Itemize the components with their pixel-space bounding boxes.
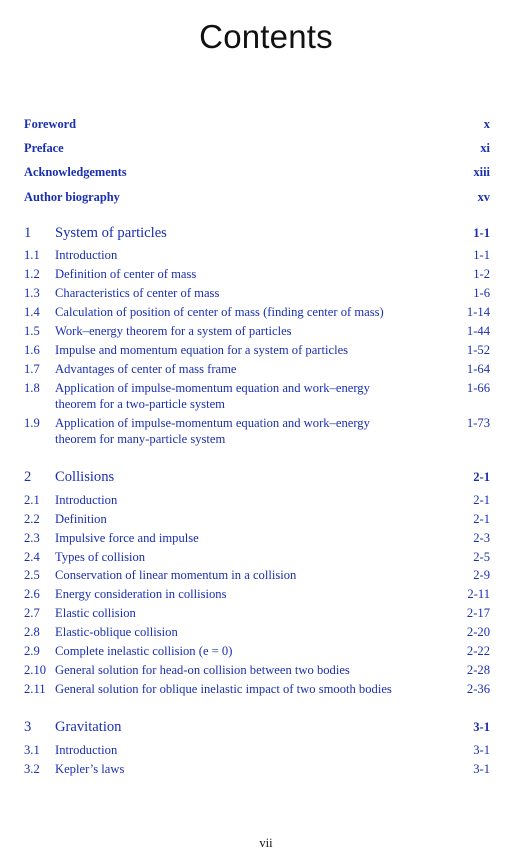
chapter-title[interactable]: System of particles — [55, 225, 167, 241]
section-number: 1.2 — [24, 267, 40, 281]
section-number: 1.6 — [24, 343, 40, 357]
section-number: 2.2 — [24, 512, 40, 526]
section-page[interactable]: 2-11 — [467, 587, 490, 601]
section-number: 2.3 — [24, 531, 40, 545]
section-title-line-2[interactable]: theorem for a two-particle system — [55, 397, 225, 411]
chapter-page[interactable]: 2-1 — [473, 470, 490, 484]
section-page[interactable]: 2-1 — [473, 493, 490, 507]
section-number: 2.7 — [24, 606, 40, 620]
section-number: 1.5 — [24, 324, 40, 338]
toc-entry-label[interactable]: Foreword — [24, 117, 77, 131]
section-page[interactable]: 1-66 — [466, 381, 490, 395]
section-number: 2.11 — [24, 682, 46, 696]
section-page[interactable]: 2-1 — [473, 512, 490, 526]
section-page[interactable]: 1-14 — [466, 305, 490, 319]
toc-entry-label[interactable]: Author biography — [24, 190, 120, 204]
section-number: 2.8 — [24, 625, 40, 639]
section-title[interactable]: Advantages of center of mass frame — [55, 362, 237, 376]
section-page[interactable]: 1-1 — [473, 248, 490, 262]
section-title[interactable]: Impulse and momentum equation for a system of particles — [55, 343, 349, 357]
section-number: 1.7 — [24, 362, 40, 376]
section-title[interactable]: Complete inelastic collision (e = 0) — [55, 644, 233, 658]
section-number: 1.4 — [24, 305, 40, 319]
toc-entry-page[interactable]: xi — [480, 141, 490, 155]
chapter-number: 2 — [24, 469, 32, 485]
chapter-number: 1 — [24, 225, 32, 241]
section-page[interactable]: 2-36 — [466, 682, 490, 696]
section-title[interactable]: Introduction — [55, 743, 118, 757]
section-title[interactable]: Characteristics of center of mass — [55, 286, 220, 300]
section-title[interactable]: Work–energy theorem for a system of particles — [55, 324, 292, 338]
section-number: 2.4 — [24, 550, 40, 564]
toc-entry-page[interactable]: xiii — [473, 165, 490, 179]
section-number: 3.2 — [24, 762, 40, 776]
section-page[interactable]: 2-5 — [473, 550, 490, 564]
section-number: 3.1 — [24, 743, 40, 757]
chapter-title[interactable]: Collisions — [55, 469, 115, 485]
page-title: Contents — [199, 18, 333, 55]
section-title[interactable]: Kepler’s laws — [55, 762, 125, 776]
section-title[interactable]: General solution for oblique inelastic impact of two smooth bodies — [55, 682, 392, 696]
chapter-page[interactable]: 3-1 — [473, 720, 490, 734]
section-title[interactable]: Conservation of linear momentum in a collision — [55, 568, 297, 582]
section-page[interactable]: 3-1 — [473, 743, 490, 757]
chapter-title[interactable]: Gravitation — [55, 719, 122, 735]
section-number: 2.9 — [24, 644, 40, 658]
section-page[interactable]: 2-17 — [466, 606, 490, 620]
section-page[interactable]: 2-3 — [473, 531, 490, 545]
section-title[interactable]: Elastic collision — [55, 606, 136, 620]
section-page[interactable]: 2-28 — [466, 663, 490, 677]
section-number: 1.9 — [24, 416, 40, 430]
section-page[interactable]: 1-73 — [466, 416, 490, 430]
section-title-line-2[interactable]: theorem for many-particle system — [55, 432, 226, 446]
toc-entry-label[interactable]: Preface — [24, 141, 64, 155]
section-title[interactable]: General solution for head-on collision between two bodies — [55, 663, 350, 677]
section-page[interactable]: 2-20 — [466, 625, 490, 639]
section-page[interactable]: 2-22 — [466, 644, 490, 658]
section-number: 1.3 — [24, 286, 40, 300]
page-number-footer: vii — [259, 836, 273, 850]
chapter-number: 3 — [24, 719, 32, 735]
section-number: 1.8 — [24, 381, 40, 395]
section-title-line-1[interactable]: Application of impulse-momentum equation and work–energy — [55, 381, 370, 395]
section-number: 1.1 — [24, 248, 40, 262]
section-title[interactable]: Energy consideration in collisions — [55, 587, 227, 601]
toc-entry-label[interactable]: Acknowledgements — [24, 165, 127, 179]
section-title[interactable]: Impulsive force and impulse — [55, 531, 199, 545]
section-number: 2.1 — [24, 493, 40, 507]
section-title[interactable]: Introduction — [55, 493, 118, 507]
section-page[interactable]: 1-64 — [466, 362, 490, 376]
section-number: 2.6 — [24, 587, 40, 601]
section-number: 2.10 — [24, 663, 47, 677]
section-title[interactable]: Introduction — [55, 248, 118, 262]
toc-entry-page[interactable]: xv — [477, 190, 490, 204]
section-page[interactable]: 1-2 — [473, 267, 490, 281]
section-title[interactable]: Definition — [55, 512, 107, 526]
section-title[interactable]: Definition of center of mass — [55, 267, 197, 281]
section-page[interactable]: 3-1 — [473, 762, 490, 776]
section-page[interactable]: 2-9 — [473, 568, 490, 582]
section-title[interactable]: Types of collision — [55, 550, 146, 564]
chapter-page[interactable]: 1-1 — [473, 226, 490, 240]
section-title-line-1[interactable]: Application of impulse-momentum equation and work–energy — [55, 416, 370, 430]
toc-entry-page[interactable]: x — [483, 117, 490, 131]
section-page[interactable]: 1-52 — [466, 343, 490, 357]
section-number: 2.5 — [24, 568, 40, 582]
section-title[interactable]: Elastic-oblique collision — [55, 625, 178, 639]
section-page[interactable]: 1-44 — [466, 324, 490, 338]
section-title[interactable]: Calculation of position of center of mass (finding center of mass) — [55, 305, 384, 319]
section-page[interactable]: 1-6 — [473, 286, 490, 300]
